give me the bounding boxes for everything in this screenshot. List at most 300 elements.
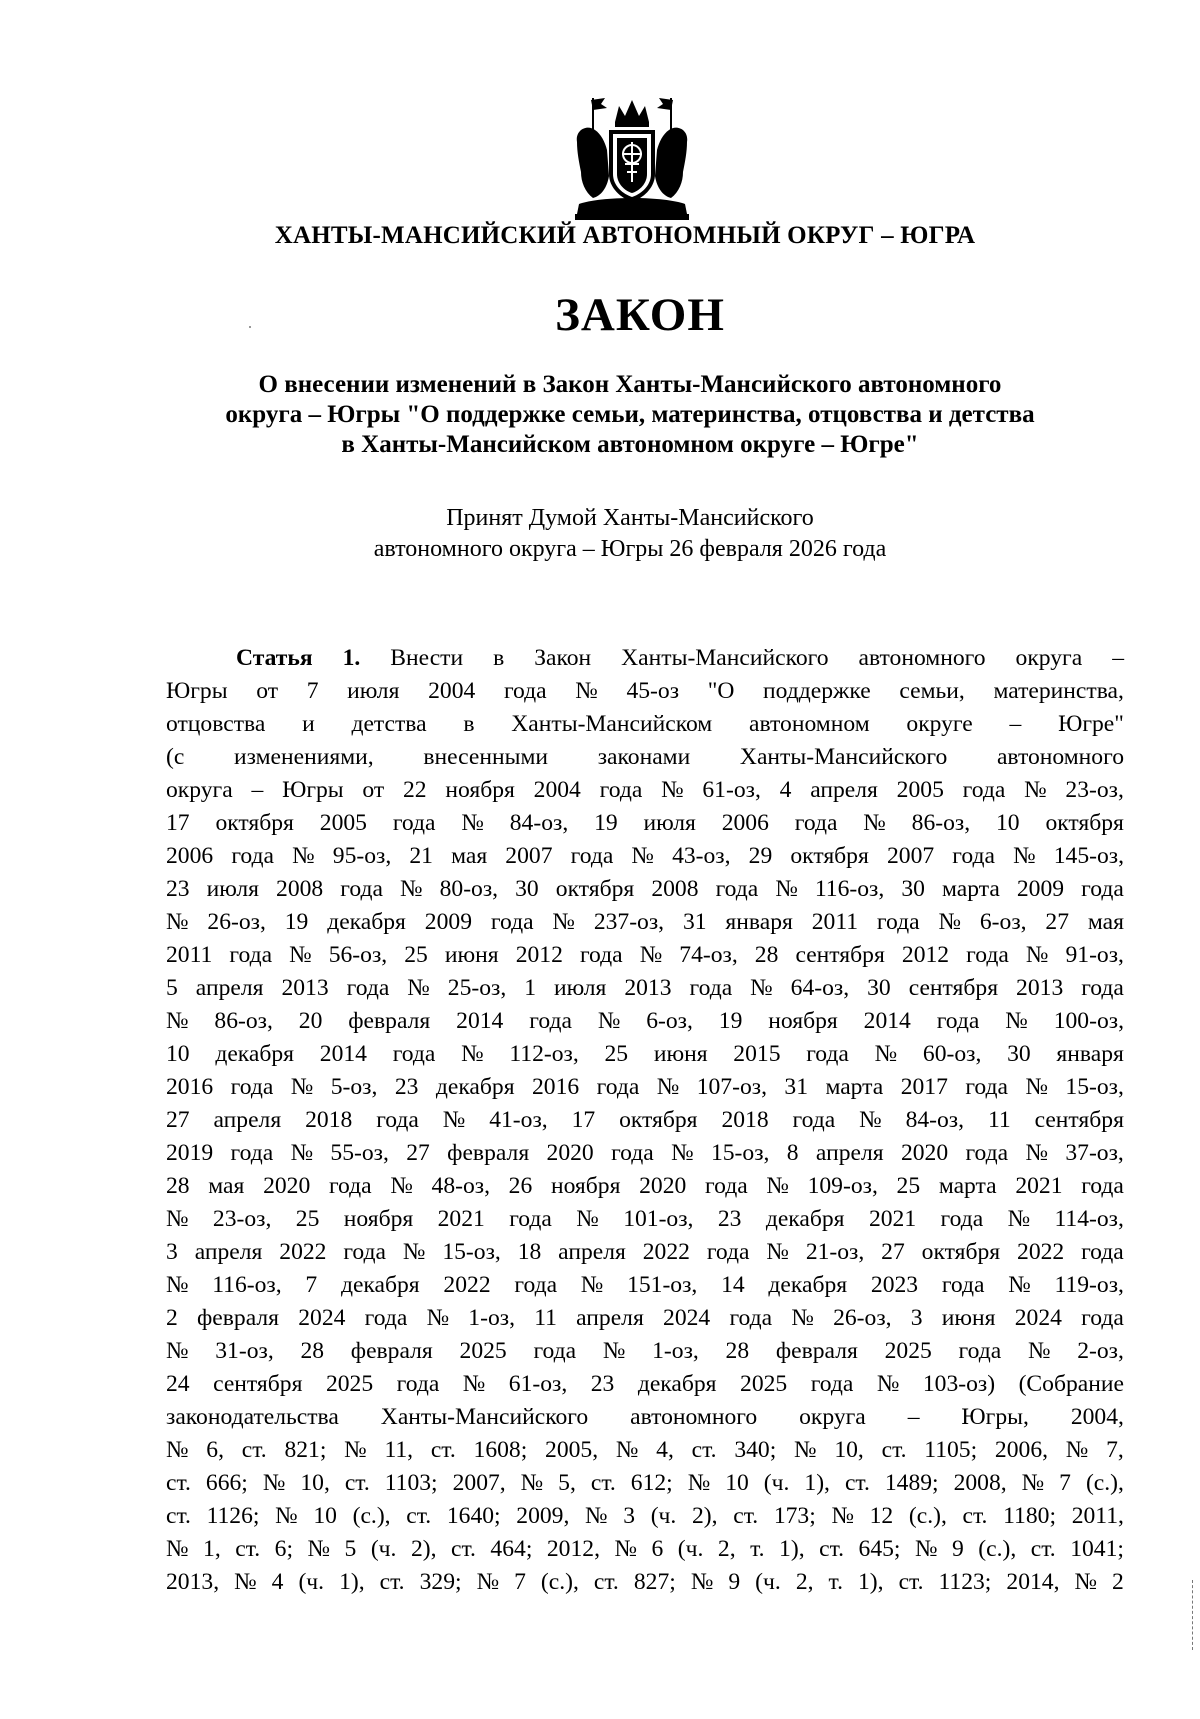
- article-word: 2),: [691, 1503, 718, 1529]
- article-heading-word: 1.: [342, 645, 361, 671]
- article-word: 6;: [274, 1536, 293, 1562]
- article-word: №: [876, 1371, 900, 1397]
- article-word: (ч.: [650, 1503, 677, 1529]
- article-word: ноября: [445, 777, 515, 803]
- article-word: февраля: [447, 1140, 530, 1166]
- article-word: 10: [313, 1503, 337, 1529]
- article-word: автономного: [630, 1404, 758, 1430]
- article-word: ст.: [344, 1470, 370, 1496]
- article-word: апреля: [194, 1239, 263, 1265]
- article-word: семьи,: [899, 678, 965, 704]
- article-word: №: [234, 1569, 257, 1595]
- article-word: 27: [406, 1140, 430, 1166]
- article-word: ст.: [430, 1437, 456, 1463]
- article-word: марта: [825, 1074, 884, 1100]
- article-word: №: [576, 1206, 599, 1232]
- article-word: (с.),: [978, 1536, 1017, 1562]
- article-word: 11: [987, 1107, 1011, 1133]
- article-word: мая: [208, 1173, 245, 1199]
- article-word: №: [400, 876, 423, 902]
- article-word: апреля: [213, 1107, 282, 1133]
- article-word: года: [364, 1305, 408, 1331]
- article-word: 2005: [896, 777, 944, 803]
- article-word: Югре": [1058, 711, 1124, 737]
- article-word: 1126;: [206, 1503, 260, 1529]
- law-title-line: О внесении изменений в Закон Ханты-Мансийского автономного: [258, 371, 1002, 398]
- article-word: года: [940, 1206, 984, 1232]
- article-word: 2018: [305, 1107, 353, 1133]
- article-word: 61-оз,: [508, 1371, 568, 1397]
- article-word: Ханты-Мансийском: [511, 711, 713, 737]
- article-word: года: [1081, 1305, 1124, 1331]
- article-word: года: [966, 942, 1009, 968]
- article-word: 21-оз,: [805, 1239, 865, 1265]
- article-word: 11: [534, 1305, 557, 1331]
- article-word: 2014: [863, 1008, 911, 1034]
- article-word: 116-оз,: [212, 1272, 282, 1298]
- article-word: 2011: [811, 909, 859, 935]
- article-word: 2014,: [1006, 1569, 1060, 1595]
- article-word: (Собрание: [1018, 1371, 1124, 1397]
- article-word: 2012: [515, 942, 563, 968]
- article-word: 23-оз,: [1065, 777, 1124, 803]
- article-word: (с.),: [908, 1503, 947, 1529]
- article-word: ноября: [343, 1206, 414, 1232]
- article-word: №: [1025, 1140, 1049, 1166]
- article-word: №: [874, 1041, 898, 1067]
- article-word: 9: [728, 1569, 741, 1595]
- article-word: года: [599, 777, 643, 803]
- article-word: года: [876, 909, 920, 935]
- article-word: 2-оз,: [1077, 1338, 1124, 1364]
- article-word: февраля: [775, 1338, 858, 1364]
- article-word: №: [442, 1107, 466, 1133]
- article-word: №: [602, 1338, 626, 1364]
- article-word: (ч.: [677, 1536, 704, 1562]
- article-word: 237-оз,: [593, 909, 665, 935]
- article-word: 2019: [166, 1140, 214, 1166]
- article-word: №: [687, 1470, 711, 1496]
- article-word: года: [230, 1140, 274, 1166]
- article-word: 1),: [779, 1536, 805, 1562]
- article-word: №: [1024, 777, 1047, 803]
- article-word: 23: [590, 1371, 615, 1397]
- article-line: [166, 708, 1124, 741]
- article-word: №: [462, 1371, 486, 1397]
- article-word: 1-оз,: [468, 1305, 515, 1331]
- article-word: 2: [166, 1305, 178, 1331]
- adoption-note-line: Принят Думой Ханты-Мансийского: [446, 505, 814, 531]
- article-word: 31: [682, 909, 707, 935]
- article-line: [166, 1071, 1124, 1104]
- article-word: от: [362, 777, 385, 803]
- article-word: 25: [604, 1041, 629, 1067]
- article-word: января: [1056, 1041, 1124, 1067]
- article-word: (ч.: [763, 1470, 790, 1496]
- article-line: [166, 675, 1124, 708]
- article-word: года: [1081, 876, 1124, 902]
- article-word: 2007: [886, 843, 935, 869]
- scan-edge-mark: [1192, 1580, 1194, 1650]
- article-word: в: [463, 711, 475, 737]
- article-word: Югры: [282, 777, 344, 803]
- article-word: 2012,: [546, 1536, 600, 1562]
- article-word: 41-оз,: [489, 1107, 548, 1133]
- article-word: 2006,: [994, 1437, 1049, 1463]
- article-word: №: [1074, 1569, 1098, 1595]
- article-word: апреля: [558, 1239, 626, 1265]
- article-word: 3: [910, 1305, 923, 1331]
- article-word: сентября: [213, 1371, 303, 1397]
- article-word: 26-оз,: [833, 1305, 892, 1331]
- article-word: №: [580, 1272, 604, 1298]
- article-word: 61-оз,: [702, 777, 761, 803]
- article-word: 2016: [532, 1074, 580, 1100]
- article-word: октября: [215, 810, 294, 836]
- article-word: 2021: [868, 1206, 917, 1232]
- article-line: [166, 1137, 1124, 1170]
- article-word: 1: [524, 975, 537, 1001]
- article-word: 95-оз,: [332, 843, 392, 869]
- article-word: и: [302, 711, 315, 737]
- article-word: октября: [1045, 810, 1124, 836]
- article-line: [166, 774, 1124, 807]
- article-word: ст.: [844, 1470, 870, 1496]
- article-word: 86-оз,: [214, 1008, 273, 1034]
- article-word: года: [231, 843, 274, 869]
- article-word: года: [952, 843, 995, 869]
- article-word: ст.: [691, 1437, 717, 1463]
- article-word: года: [794, 810, 838, 836]
- article-line: [166, 1170, 1124, 1203]
- article-word: №: [791, 1305, 814, 1331]
- article-word: 2013: [281, 975, 329, 1001]
- article-line: [166, 1005, 1124, 1038]
- article-word: №: [914, 1536, 938, 1562]
- article-word: года: [392, 810, 436, 836]
- article-word: ст.: [819, 1536, 845, 1562]
- article-word: ноября: [768, 1008, 838, 1034]
- article-word: ст.: [406, 1503, 432, 1529]
- article-word: ст.: [590, 1470, 616, 1496]
- article-word: ст.: [1030, 1536, 1056, 1562]
- article-word: автономного: [996, 744, 1124, 770]
- article-word: №: [863, 810, 886, 836]
- article-word: 1489;: [884, 1470, 939, 1496]
- article-word: №: [597, 1008, 621, 1034]
- article-word: 26-оз,: [207, 909, 266, 935]
- article-word: №: [656, 1074, 680, 1100]
- article-word: (с: [166, 744, 185, 770]
- article-word: отцовства: [166, 711, 266, 737]
- article-word: ст.: [235, 1536, 261, 1562]
- article-line: [166, 1302, 1124, 1335]
- article-word: года: [810, 1371, 854, 1397]
- article-word: 15-оз,: [1065, 1074, 1124, 1100]
- article-word: 31-оз,: [215, 1338, 274, 1364]
- article-word: 10: [995, 810, 1020, 836]
- article-word: сентября: [908, 975, 999, 1001]
- article-word: 2011: [166, 942, 213, 968]
- article-word: 18: [517, 1239, 542, 1265]
- article-word: ст.: [166, 1503, 191, 1529]
- article-word: 100-оз,: [1053, 1008, 1124, 1034]
- article-word: 27: [881, 1239, 905, 1265]
- article-word: 25: [295, 1206, 320, 1232]
- law-title-line: в Ханты-Мансийском автономном округе – Югре": [341, 431, 919, 458]
- article-line: [166, 1500, 1124, 1533]
- article-word: года: [328, 1173, 372, 1199]
- article-word: года: [611, 1140, 654, 1166]
- coat-of-arms-emblem: [571, 92, 693, 222]
- article-word: 19: [718, 1008, 743, 1034]
- article-word: 23: [166, 876, 190, 902]
- article-word: 29: [748, 843, 773, 869]
- article-word: 145-оз,: [1053, 843, 1124, 869]
- article-word: года: [396, 1371, 440, 1397]
- article-word: №: [1008, 1272, 1031, 1298]
- article-word: 84-оз,: [509, 810, 569, 836]
- article-word: 56-оз,: [328, 942, 388, 968]
- region-name: ХАНТЫ-МАНСИЙСКИЙ АВТОНОМНЫЙ ОКРУГ – ЮГРА: [274, 222, 976, 249]
- article-word: №: [426, 1305, 450, 1331]
- article-word: 2014: [456, 1008, 504, 1034]
- article-line: [166, 1533, 1124, 1566]
- article-word: 30: [901, 876, 925, 902]
- article-word: июня: [444, 942, 499, 968]
- article-word: №: [766, 1173, 789, 1199]
- article-word: внесенными: [423, 744, 549, 770]
- article-word: года: [689, 975, 733, 1001]
- article-word: года: [529, 1008, 572, 1034]
- article-word: года: [343, 1239, 387, 1265]
- article-word: ст.: [593, 1569, 619, 1595]
- article-word: 2009: [1016, 876, 1065, 902]
- article-word: №: [292, 843, 315, 869]
- article-word: 2020: [900, 1140, 949, 1166]
- article-word: 28: [725, 1338, 750, 1364]
- article-word: июля: [554, 975, 607, 1001]
- article-word: февраля: [348, 1008, 431, 1034]
- article-word: законами: [597, 744, 691, 770]
- article-word: №: [661, 777, 684, 803]
- article-word: 30: [867, 975, 891, 1001]
- article-word: 5,: [558, 1470, 576, 1496]
- article-word: года: [965, 1140, 1009, 1166]
- article-word: года: [579, 942, 623, 968]
- article-word: 2020: [263, 1173, 311, 1199]
- article-word: 11,: [384, 1437, 414, 1463]
- article-word: 151-оз,: [627, 1272, 698, 1298]
- article-word: 7: [306, 678, 319, 704]
- article-word: июля: [206, 876, 259, 902]
- article-word: 25: [896, 1173, 921, 1199]
- article-word: 4: [779, 777, 792, 803]
- article-word: 84-оз,: [905, 1107, 965, 1133]
- article-word: изменениями,: [234, 744, 374, 770]
- article-word: 1105;: [924, 1437, 978, 1463]
- article-word: №: [166, 909, 189, 935]
- article-word: (ч.: [755, 1569, 781, 1595]
- article-word: 8: [786, 1140, 799, 1166]
- article-word: №: [1007, 1206, 1031, 1232]
- article-word: 20: [298, 1008, 323, 1034]
- article-word: "О: [707, 678, 735, 704]
- article-word: 1041;: [1070, 1536, 1124, 1562]
- article-word: материнства,: [993, 678, 1124, 704]
- article-word: 2022: [443, 1272, 491, 1298]
- article-word: года: [729, 1305, 773, 1331]
- article-word: года: [1081, 1173, 1124, 1199]
- article-word: 9: [952, 1536, 964, 1562]
- article-line: [166, 1203, 1124, 1236]
- article-word: №: [402, 1239, 426, 1265]
- article-word: 114-оз,: [1054, 1206, 1124, 1232]
- article-word: 2005: [319, 810, 367, 836]
- article-word: округа: [1015, 645, 1083, 671]
- article-word: 2),: [410, 1536, 437, 1562]
- article-word: 23: [394, 1074, 419, 1100]
- article-line: [166, 1434, 1124, 1467]
- article-word: (с.),: [352, 1503, 391, 1529]
- article-word: 80-оз,: [439, 876, 499, 902]
- article-word: 7: [1059, 1470, 1071, 1496]
- article-word: декабря: [637, 1371, 717, 1397]
- article-word: Ханты-Мансийского: [739, 744, 948, 770]
- article-word: 91-оз,: [1065, 942, 1124, 968]
- article-word: декабря: [435, 1074, 515, 1100]
- article-word: округа: [166, 777, 233, 803]
- article-word: 2,: [795, 1569, 814, 1595]
- article-word: 2011,: [1071, 1503, 1124, 1529]
- article-word: 2025: [459, 1338, 507, 1364]
- article-word: 10: [725, 1470, 749, 1496]
- article-word: 30: [1007, 1041, 1031, 1067]
- article-word: (с.),: [1085, 1470, 1124, 1496]
- article-word: Закон: [534, 645, 592, 671]
- article-word: ноября: [550, 1173, 621, 1199]
- article-word: 645;: [858, 1536, 901, 1562]
- article-word: 2016: [166, 1074, 214, 1100]
- article-word: №: [262, 1470, 286, 1496]
- article-word: 25-оз,: [447, 975, 507, 1001]
- article-word: т.: [750, 1536, 765, 1562]
- article-word: ст.: [962, 1503, 988, 1529]
- article-word: №: [1021, 1470, 1045, 1496]
- article-word: Югры,: [961, 1404, 1029, 1430]
- article-word: 2,: [717, 1536, 736, 1562]
- article-word: №: [290, 1140, 314, 1166]
- article-word: апреля: [576, 1305, 644, 1331]
- article-word: ст.: [166, 1470, 191, 1496]
- article-word: 2006: [166, 843, 214, 869]
- article-word: –: [1009, 711, 1022, 737]
- article-word: 2013: [624, 975, 672, 1001]
- article-word: года: [962, 777, 1006, 803]
- article-word: 2024: [663, 1305, 711, 1331]
- article-word: 329;: [419, 1569, 462, 1595]
- article-word: №: [520, 1470, 544, 1496]
- article-word: №: [775, 876, 798, 902]
- article-word: 1),: [804, 1470, 830, 1496]
- article-word: года: [570, 843, 614, 869]
- article-word: 1608;: [473, 1437, 528, 1463]
- article-word: 23: [717, 1206, 742, 1232]
- article-word: –: [907, 1404, 920, 1430]
- article-word: 2022: [642, 1239, 690, 1265]
- article-word: октября: [555, 876, 635, 902]
- article-word: года: [229, 942, 273, 968]
- article-word: года: [705, 1173, 748, 1199]
- article-word: 60-оз,: [922, 1041, 982, 1067]
- article-line: [166, 1566, 1124, 1599]
- article-word: 5-оз,: [330, 1074, 378, 1100]
- article-word: округа: [799, 1404, 866, 1430]
- article-word: мая: [451, 843, 488, 869]
- article-word: 2007: [505, 843, 553, 869]
- article-word: –: [1112, 645, 1124, 671]
- article-word: 173;: [773, 1503, 816, 1529]
- article-word: января: [725, 909, 793, 935]
- article-word: 1123;: [938, 1569, 992, 1595]
- article-word: декабря: [340, 1272, 420, 1298]
- article-word: 7: [514, 1569, 526, 1595]
- article-word: 3: [166, 1239, 178, 1265]
- article-word: №: [307, 1536, 331, 1562]
- article-word: 48-оз,: [431, 1173, 490, 1199]
- article-word: года: [792, 1107, 836, 1133]
- article-word: 22: [403, 777, 427, 803]
- article-word: №: [1025, 1074, 1048, 1100]
- article-word: №: [275, 1503, 298, 1529]
- adoption-note-line: автономного округа – Югры 26 февраля 2026 года: [373, 536, 887, 562]
- article-word: года: [706, 1239, 750, 1265]
- article-word: 28: [754, 942, 779, 968]
- article-word: 1640;: [446, 1503, 501, 1529]
- article-word: 2013,: [166, 1569, 220, 1595]
- article-word: года: [340, 876, 383, 902]
- article-word: года: [965, 1074, 1008, 1100]
- article-word: марта: [942, 876, 1000, 902]
- article-word: 17: [166, 810, 190, 836]
- article-word: 28: [166, 1173, 190, 1199]
- article-word: года: [503, 678, 547, 704]
- law-title-line: округа – Югры "О поддержке семьи, материнства, отцовства и детства: [225, 401, 1035, 428]
- article-word: 340;: [734, 1437, 777, 1463]
- article-word: года: [936, 1008, 980, 1034]
- article-word: 14: [721, 1272, 745, 1298]
- article-word: ст.: [379, 1569, 405, 1595]
- article-word: 3: [623, 1503, 636, 1529]
- article-word: 19: [284, 909, 309, 935]
- article-word: 2008: [276, 876, 324, 902]
- article-word: №: [938, 909, 961, 935]
- article-word: №: [1025, 942, 1049, 968]
- article-word: округе: [906, 711, 973, 737]
- article-word: февраля: [350, 1338, 433, 1364]
- article-word: 2012: [901, 942, 950, 968]
- article-word: №: [614, 1536, 637, 1562]
- article-word: ст.: [451, 1536, 476, 1562]
- article-word: 4,: [656, 1437, 674, 1463]
- article-word: №: [390, 1173, 413, 1199]
- article-word: (ч.: [298, 1569, 325, 1595]
- article-word: №: [290, 1074, 314, 1100]
- article-word: октября: [790, 843, 869, 869]
- article-word: 45-оз: [626, 678, 680, 704]
- article-word: 6-оз,: [979, 909, 1027, 935]
- article-word: 10,: [834, 1437, 864, 1463]
